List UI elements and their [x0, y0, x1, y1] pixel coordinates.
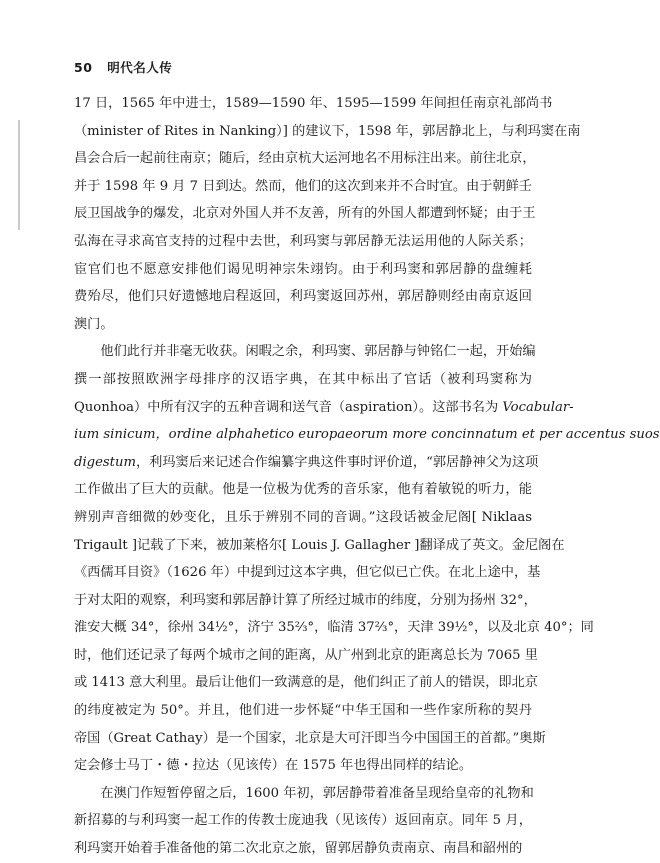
- text-line: 并于 1598 年 9 月 7 日到达。然而，他们的这次到来并不合时宜。由于朝鲜壬: [74, 178, 532, 194]
- text-line: 撰一部按照欧洲字母排序的汉语字典，在其中标出了官话（被利玛窦称为: [74, 371, 532, 387]
- text-line: 辨别声音细微的妙变化，且乐于辨别不同的音调。”这段话被金尼阁[ Niklaas: [74, 509, 532, 525]
- text-line: 宦官们也不愿意安排他们谒见明神宗朱翊钧。由于利玛窦和郭居静的盘缠耗: [74, 261, 532, 277]
- page-number: 50: [74, 60, 93, 75]
- text-line: 《西儒耳目资》（1626 年）中提到过这本字典，但它似已亡佚。在北上途中，基: [74, 565, 541, 581]
- text-line: 淮安大概 34°，徐州 34½°，济宁 35⅔°，临清 37⅔°，天津 39½°，以及北京 40°；同: [74, 620, 594, 636]
- text-line: 的纬度被定为 50°。并且，他们进一步怀疑“中华王国和一些作家所称的契丹: [74, 703, 532, 719]
- text-line: ium sinicum，ordine alphahetico europaeorum more concinnatum et per accentus suos: [74, 427, 660, 443]
- paragraph: [74, 338, 660, 780]
- text-line: 时，他们还记录了每两个城市之间的距离，从广州到北京的距离总长为 7065 里: [74, 647, 538, 663]
- text-line: 澳门。: [74, 316, 114, 332]
- body-text: [74, 90, 660, 863]
- text-line: 弘海在寻求高官支持的过程中去世，利玛窦与郭居静无法运用他的人际关系；: [74, 233, 532, 249]
- text-line: 或 1413 意大利里。最后让他们一致满意的是，他们纠正了前人的错误，即北京: [74, 675, 538, 691]
- text-line: 于对太阳的观察，利玛窦和郭居静计算了所经过城市的纬度，分别为扬州 32°，: [74, 592, 537, 608]
- text-line: digestum，利玛窦后来记述合作编纂字典这件事时评价道，“郭居静神父为这项: [74, 454, 539, 470]
- text-line: 工作做出了巨大的贡献。他是一位极为优秀的音乐家，他有着敏锐的听力，能: [74, 482, 532, 498]
- text-line: 辰卫国战争的爆发，北京对外国人并不友善，所有的外国人都遭到怀疑；由于王: [74, 206, 536, 222]
- text-line: （minister of Rites in Nanking）] 的建议下，1598 年，郭居静北上，与利玛窦在南: [74, 123, 581, 139]
- text-line: 定会修士马丁・德・拉达（见该传）在 1575 年也得出同样的结论。: [74, 758, 473, 774]
- text-line: 新招募的与利玛窦一起工作的传教士庞迪我（见该传）返回南京。同年 5 月，: [74, 813, 532, 829]
- text-line: 费殆尽，他们只好遗憾地启程返回，利玛窦返回苏州，郭居静则经由南京返回: [74, 289, 532, 305]
- text-line: 帝国（Great Cathay）是一个国家，北京是大可汗即当今中国国王的首都。”奥斯: [74, 730, 546, 746]
- text-line: 昌会合后一起前往南京；随后，经由京杭大运河地名不用标注出来。前往北京，: [74, 151, 536, 167]
- text-line: 他们此行并非毫无收获。闲暇之余，利玛窦、郭居静与钟铭仁一起，开始编: [100, 344, 536, 360]
- text-line: Quonhoa）中所有汉字的五种音调和送气音（aspiration）。这部书名为 Vocabular-: [74, 399, 574, 415]
- paragraph: [74, 780, 532, 863]
- text-line: Trigault ]记载了下来，被加莱格尔[ Louis J. Gallagher ]翻译成了英文。金尼阁在: [74, 537, 565, 553]
- book-title: 明代名人传: [107, 60, 173, 75]
- text-line: 在澳门作短暂停留之后，1600 年初，郭居静带着准备呈现给皇帝的礼物和: [100, 785, 534, 801]
- running-head: [74, 58, 172, 76]
- text-line: 17 日，1565 年中进士，1589—1590 年、1595—1599 年间担任南京礼部尚书: [74, 96, 553, 111]
- scan-shadow: [18, 120, 20, 230]
- paragraph: [74, 90, 581, 338]
- text-line: 利玛窦开始着手准备他的第二次北京之旅，留郭居静负责南京、南昌和韶州的: [74, 841, 523, 857]
